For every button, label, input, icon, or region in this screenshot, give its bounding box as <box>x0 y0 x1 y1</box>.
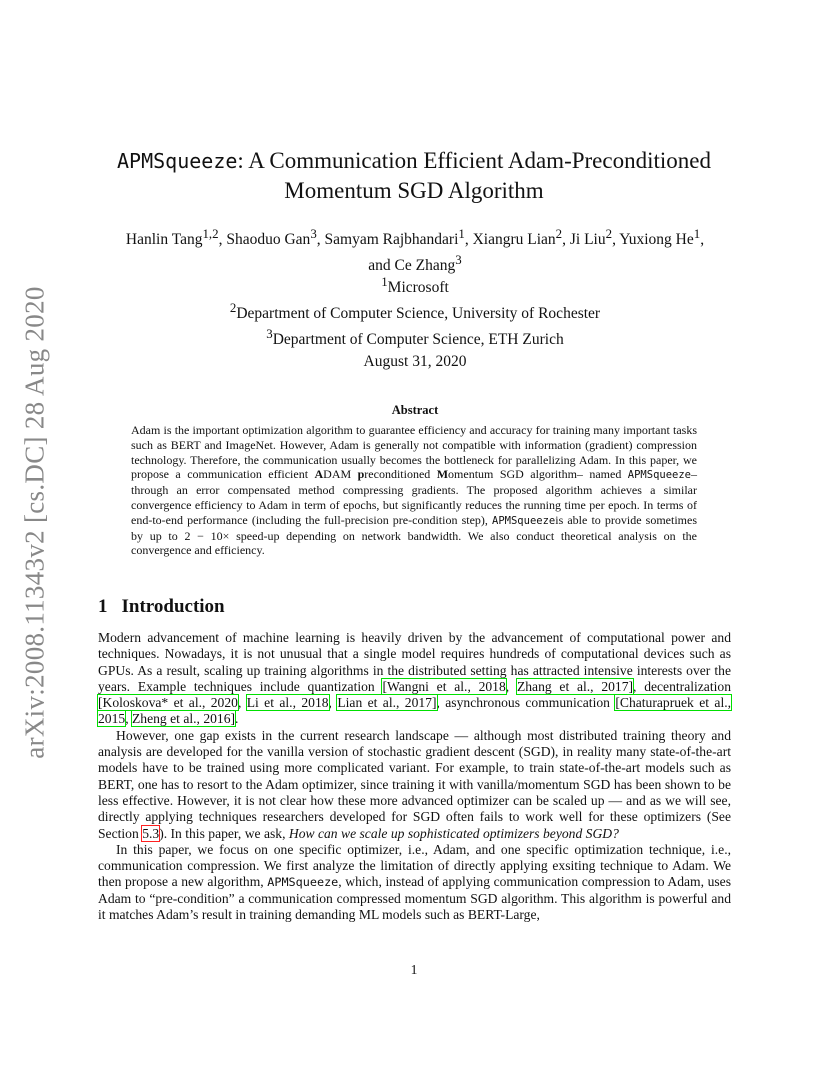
algorithm-name: APMSqueeze <box>492 514 556 527</box>
author: Shaoduo Gan$^3$, <box>226 226 325 249</box>
affiliation-list <box>90 272 740 350</box>
citation-link[interactable]: [Koloskova* et al., 2020 <box>98 695 238 711</box>
affiliation: $^3$Department of Computer Science, ETH Zurich <box>266 326 564 349</box>
author-list <box>90 224 740 276</box>
arxiv-identifier: arXiv:2008.11343v2 [cs.DC] 28 Aug 2020 <box>19 285 50 759</box>
section-number: 1 <box>98 596 108 617</box>
citation-link[interactable]: Zhang et al., 2017] <box>516 678 634 694</box>
research-question: How can we scale up sophisticated optimizers beyond SGD? <box>288 825 619 841</box>
abstract-heading: Abstract <box>391 403 439 417</box>
citation-link[interactable]: Li et al., 2018 <box>246 695 329 711</box>
title-line1: : A Communication Efficient Adam-Preconditioned <box>237 148 711 173</box>
affiliation: $^1$Microsoft <box>381 274 449 297</box>
author: Samyam Rajbhandari$^1$, <box>324 226 473 249</box>
author: Ji Liu$^2$, <box>569 226 620 249</box>
abstract-body: Adam is the important optimization algorithm to guarantee efficiency and accuracy for training many important tasks such as BERT and ImageNet. However, Adam is generally not compatible with information (gradient) compression technology. Therefore, the communication usually becomes the bottleneck for parallelizing Adam. In this paper, we propose a communication efficient ADAM preconditioned Momentum SGD algorithm– named APMSqueeze– through an error compensated method compressing gradients. The proposed algorithm achieves a similar convergence efficiency to Adam in term of epochs, but significantly reduces the running time per epoch. In terms of end-to-end performance (including the full-precision pre-condition step), APMSqueezeis able to provide sometimes by up to 2 − 10× speed-up depending on network bandwidth. We also conduct theoretical analysis on the convergence and efficiency. <box>131 423 697 558</box>
citation-link[interactable]: [Chaturapruek et al., 2015 <box>98 695 732 727</box>
affiliation: $^2$Department of Computer Science, University of Rochester <box>229 300 601 323</box>
section-reference-link[interactable]: 5.3 <box>142 825 160 841</box>
citation-link[interactable]: Zheng et al., 2016] <box>131 711 236 727</box>
title-line2: Momentum SGD Algorithm <box>284 178 544 203</box>
author: Xiangru Lian$^2$, <box>472 226 570 249</box>
algorithm-name: APMSqueeze <box>267 875 339 890</box>
section-heading-introduction <box>98 596 225 618</box>
paper-title <box>80 146 748 206</box>
citation-link[interactable]: Lian et al., 2017] <box>337 695 437 711</box>
author: Yuxiong He$^1$, <box>619 226 705 249</box>
arxiv-sidebar-stamp <box>18 282 52 762</box>
paragraph: However, one gap exists in the current research landscape — although most distributed training theory and analysis are developed for the vanilla version of stochastic gradient descent (SGD), in reality many state-of-the-art models have to be trained using more complicated variant. For example, to train state-of-the-art models such as BERT, one has to resort to the Adam optimizer, since training it with vanilla/momentum SGD has been shown to be less effective. However, it is not clear how these more advanced optimizer can be scaled up — and as we will see, directly applying techniques researchers developed for SGD often fails to work well for these optimizers (See Section 5.3). In this paper, we ask, How can we scale up sophisticated optimizers beyond SGD? <box>98 727 731 841</box>
introduction-body <box>98 630 731 923</box>
algorithm-name: APMSqueeze <box>627 469 691 482</box>
title-algorithm-name: APMSqueeze <box>117 149 238 173</box>
section-title: Introduction <box>121 596 225 617</box>
author: Hanlin Tang$^{1,2}$, <box>125 226 227 249</box>
page-number: 1 <box>410 962 418 977</box>
paragraph: In this paper, we focus on one specific optimizer, i.e., Adam, and one specific optimization technique, i.e., communication compression. We first analyze the limitation of directly applying exsiting technique to Adam. We then propose a new algorithm, APMSqueeze, which, instead of applying communication compression to Adam, uses Adam to “pre-condition” a communication compressed momentum SGD algorithm. This algorithm is powerful and it matches Adam’s result in training demanding ML models such as BERT-Large, <box>98 841 731 923</box>
paper-date: August 31, 2020 <box>363 353 467 370</box>
citation-link[interactable]: [Wangni et al., 2018 <box>382 678 506 694</box>
paragraph: Modern advancement of machine learning is heavily driven by the advancement of computational power and techniques. Nowadays, it is not unusual that a single model requires hundreds of computational devices such as GPUs. As a result, scaling up training algorithms in the distributed setting has attracted intensive interests over the years. Example techniques include quantization [Wangni et al., 2018, Zhang et al., 2017], decentralization [Koloskova* et al., 2020, Li et al., 2018, Lian et al., 2017], asynchronous communication [Chaturapruek et al., 2015, Zheng et al., 2016]. <box>98 630 732 727</box>
author: and Ce Zhang$^3$ <box>368 252 462 275</box>
